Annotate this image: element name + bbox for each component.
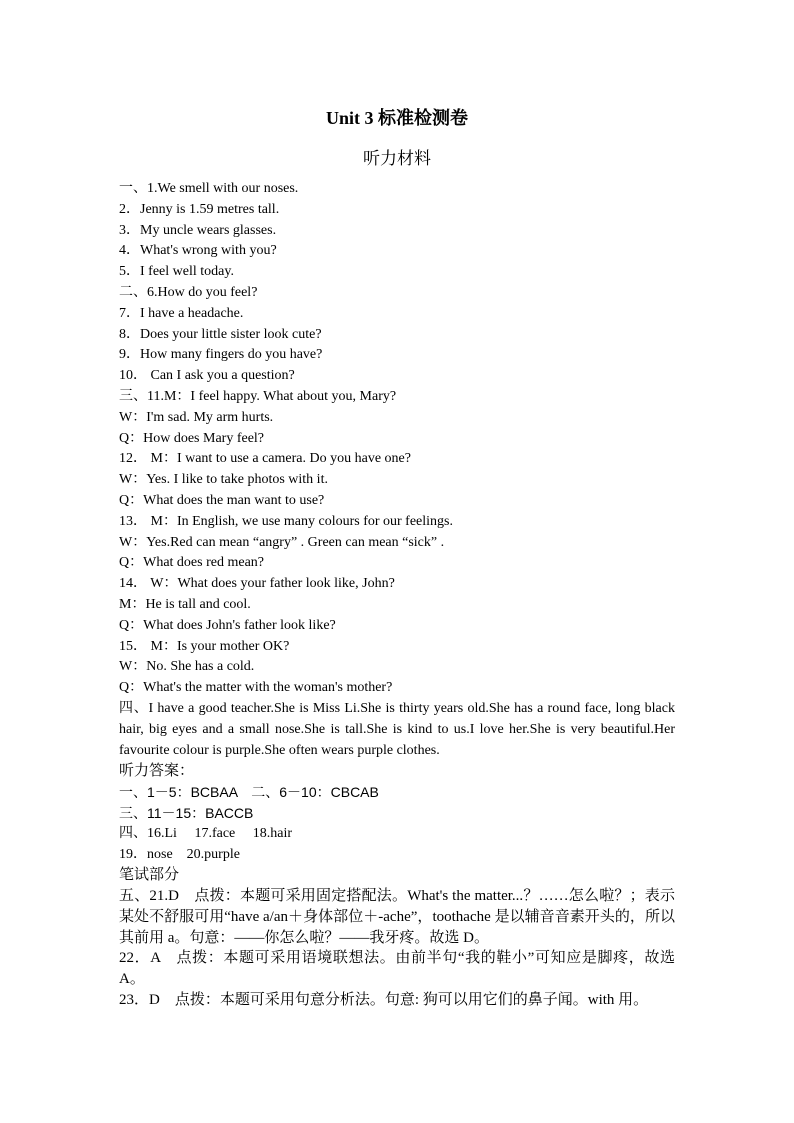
listening-line-14: 12． M：I want to use a camera. Do you have one? [119, 451, 411, 467]
listening-line-8: 8．Does your little sister look cute? [119, 326, 322, 342]
listening-line-10: 10． Can I ask you a question? [119, 368, 295, 384]
listening-line-25: Q：What's the matter with the woman's mother? [119, 680, 393, 696]
listening-line-12: W：I'm sad. My arm hurts. [119, 409, 274, 425]
answer-line-3: 四、16.Li 17.face 18.hair [119, 825, 293, 841]
section-title-listening-material: 听力材料 [363, 149, 431, 168]
written-q22: 22．A 点拨：本题可采用语境联想法。由前半句“我的鞋小”可知应是脚疼，故选 A。 [119, 950, 675, 988]
answer-line-2: 三、11－15：BACCB [119, 804, 254, 821]
listening-line-6: 二、6.How do you feel? [119, 284, 258, 300]
listening-line-5: 5．I feel well today. [119, 264, 234, 280]
listening-line-3: 3．My uncle wears glasses. [119, 222, 277, 238]
listening-line-19: Q：What does red mean? [119, 555, 264, 571]
document-body [119, 179, 675, 1011]
listening-line-4: 4．What's wrong with you? [119, 243, 277, 259]
listening-line-16: Q：What does the man want to use? [119, 492, 325, 508]
listening-line-22: Q：What does John's father look like? [119, 617, 336, 633]
listening-line-18: W：Yes.Red can mean “angry” . Green can mean “sick” . [119, 534, 445, 550]
answers-heading: 听力答案： [119, 763, 195, 780]
listening-line-11: 三、11.M：I feel happy. What about you, Mary? [119, 388, 397, 404]
listening-line-20: 14． W：What does your father look like, John? [119, 576, 395, 592]
written-heading: 笔试部分 [119, 867, 180, 884]
listening-line-7: 7．I have a headache. [119, 305, 244, 321]
written-q21: 五、21.D 点拨：本题可采用固定搭配法。What's the matter...？……怎么啦？；表示某处不舒服可用“have a/an＋身体部位＋-ache”，toothache 是以辅音音素开头的，所以其前用 a。句意：——你怎么啦？——我牙疼。故选 D。 [119, 888, 675, 946]
answer-line-4: 19．nose 20.purple [119, 846, 240, 862]
listening-line-1: 一、1.We smell with our noses. [119, 181, 299, 196]
listening-line-13: Q：How does Mary feel? [119, 430, 265, 446]
listening-passage: 四、I have a good teacher.She is Miss Li.She is thirty years old.She has a round face, long black hair, big eyes and a small nose.She is tall.She is kind to us.I love her.She is very beautiful.Her favourite colour is purple.She often wears purple clothes. [119, 700, 675, 758]
listening-line-9: 9．How many fingers do you have? [119, 347, 323, 363]
listening-line-17: 13． M：In English, we use many colours for our feelings. [119, 513, 453, 529]
listening-line-15: W：Yes. I like to take photos with it. [119, 472, 328, 488]
written-q23: 23．D 点拨：本题可采用句意分析法。句意: 狗可以用它们的鼻子闻。with 用。 [119, 992, 649, 1009]
listening-line-24: W：No. She has a cold. [119, 659, 255, 675]
answer-line-1: 一、1－5：BCBAA 二、6－10：CBCAB [119, 784, 379, 801]
listening-line-21: M：He is tall and cool. [119, 596, 251, 612]
listening-line-2: 2．Jenny is 1.59 metres tall. [119, 201, 280, 217]
page-title: Unit 3 标准检测卷 [325, 108, 468, 128]
listening-line-23: 15． M：Is your mother OK? [119, 638, 290, 654]
